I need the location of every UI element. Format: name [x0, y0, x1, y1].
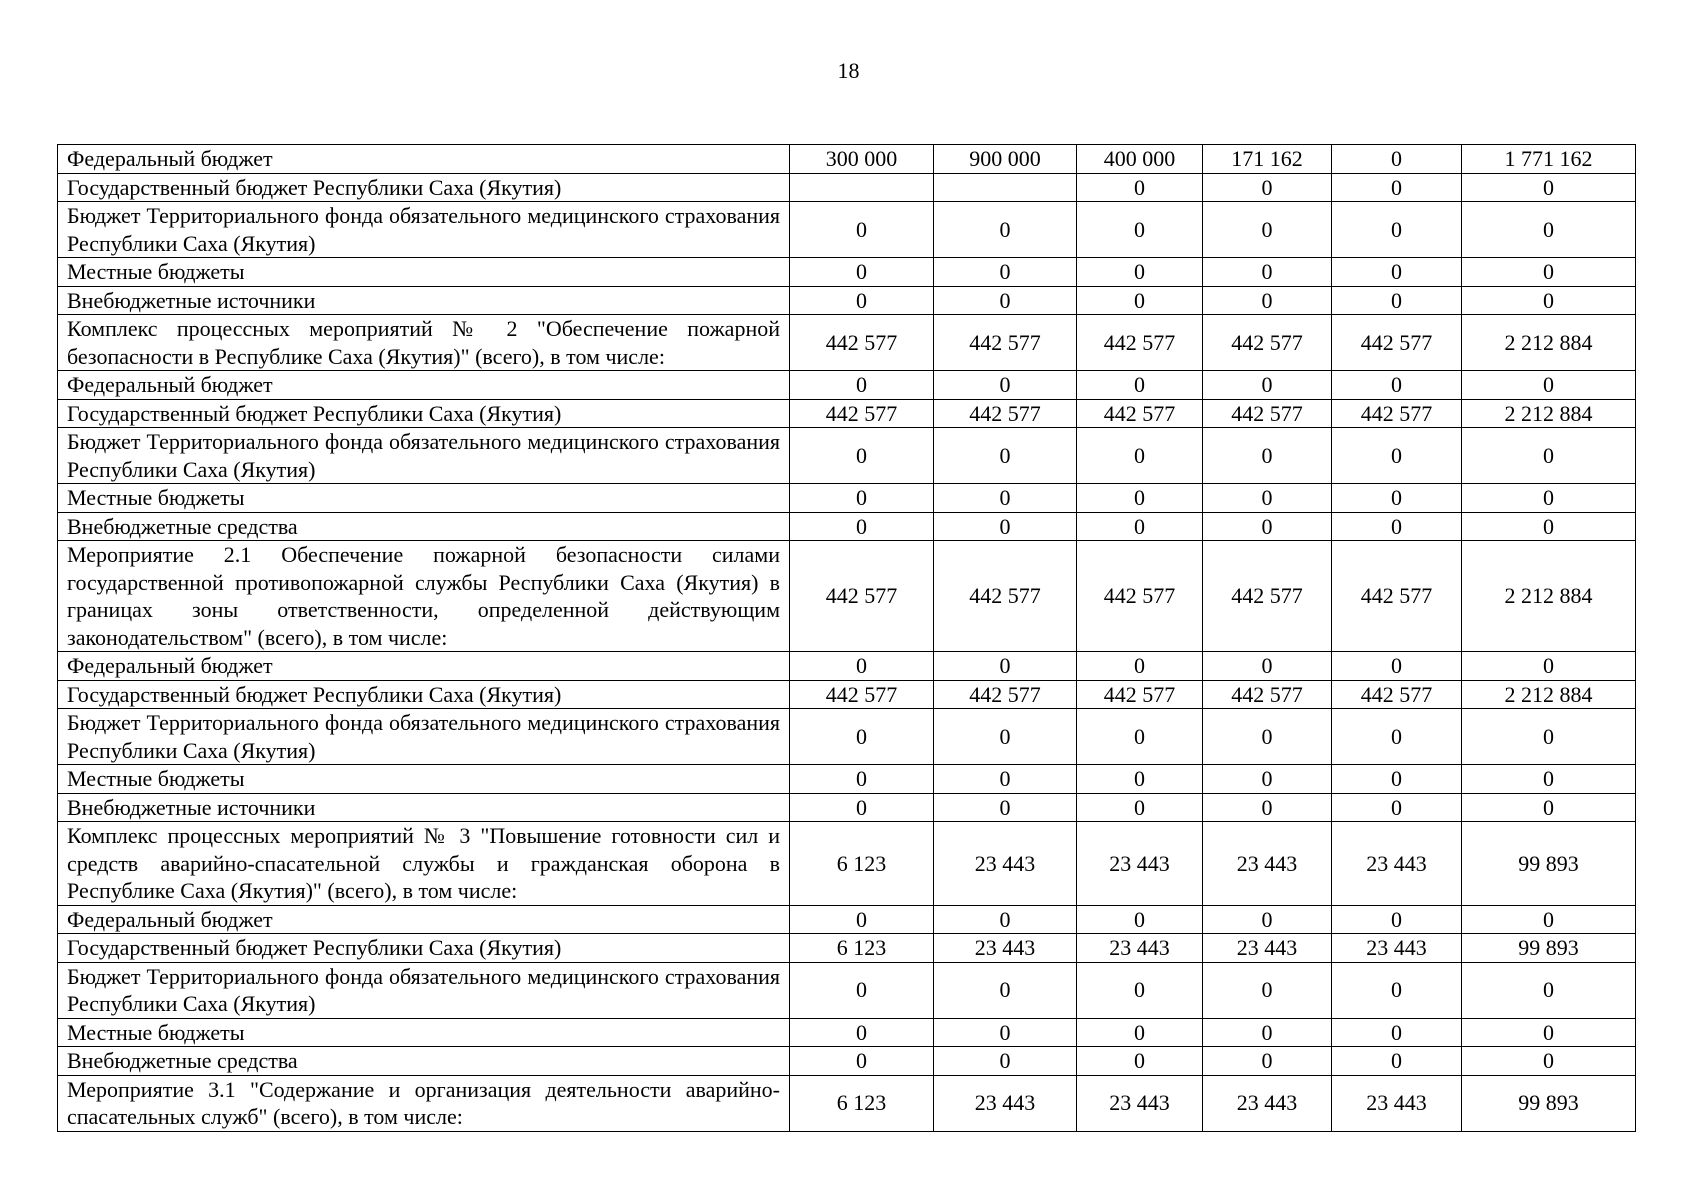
- value-cell: 0: [1077, 652, 1203, 681]
- table-row: [58, 1018, 1636, 1047]
- value-cell: 0: [1077, 286, 1203, 315]
- value-cell: 442 577: [1077, 399, 1203, 428]
- value-cell: 442 577: [1203, 315, 1332, 371]
- table-row: [58, 905, 1636, 934]
- value-cell: 0: [1332, 258, 1462, 287]
- value-cell: 0: [1332, 428, 1462, 484]
- row-label: Государственный бюджет Республики Саха (Якутия): [58, 399, 790, 428]
- value-cell: 442 577: [1203, 541, 1332, 652]
- value-cell: 0: [1203, 793, 1332, 822]
- value-cell: 0: [790, 286, 934, 315]
- value-cell: [934, 173, 1077, 202]
- row-label: Бюджет Территориального фонда обязательного медицинского страхования Республики Саха (Якутия): [58, 202, 790, 258]
- value-cell: 0: [1332, 709, 1462, 765]
- table-row: [58, 145, 1636, 174]
- value-cell: 0: [1462, 1018, 1636, 1047]
- value-cell: 99 893: [1462, 934, 1636, 963]
- value-cell: 0: [1462, 765, 1636, 794]
- value-cell: 442 577: [934, 541, 1077, 652]
- row-label: Федеральный бюджет: [58, 652, 790, 681]
- value-cell: 442 577: [790, 541, 934, 652]
- value-cell: 0: [934, 962, 1077, 1018]
- table-row: [58, 399, 1636, 428]
- table-row: [58, 371, 1636, 400]
- value-cell: 0: [934, 484, 1077, 513]
- value-cell: 442 577: [1332, 315, 1462, 371]
- table-row: [58, 202, 1636, 258]
- value-cell: 0: [1203, 258, 1332, 287]
- row-label: Федеральный бюджет: [58, 371, 790, 400]
- row-label: Комплекс процессных мероприятий № 2 "Обеспечение пожарной безопасности в Республике Саха (Якутия)" (всего), в том числе:: [58, 315, 790, 371]
- value-cell: 442 577: [1077, 680, 1203, 709]
- value-cell: 442 577: [1203, 680, 1332, 709]
- row-label: Внебюджетные средства: [58, 512, 790, 541]
- value-cell: 99 893: [1462, 822, 1636, 906]
- table-row: [58, 962, 1636, 1018]
- budget-table-body: [58, 145, 1636, 1132]
- value-cell: 0: [790, 371, 934, 400]
- value-cell: 0: [1077, 371, 1203, 400]
- value-cell: 0: [790, 962, 934, 1018]
- value-cell: 0: [1077, 484, 1203, 513]
- row-label: Внебюджетные средства: [58, 1047, 790, 1076]
- row-label: Государственный бюджет Республики Саха (Якутия): [58, 173, 790, 202]
- value-cell: 0: [1203, 286, 1332, 315]
- value-cell: 0: [1077, 258, 1203, 287]
- value-cell: 442 577: [1332, 399, 1462, 428]
- row-label: Внебюджетные источники: [58, 286, 790, 315]
- value-cell: 0: [1203, 709, 1332, 765]
- value-cell: 0: [1462, 371, 1636, 400]
- row-label: Мероприятие 3.1 "Содержание и организация деятельности аварийно-спасательных служб" (всего), в том числе:: [58, 1075, 790, 1131]
- value-cell: 23 443: [1203, 934, 1332, 963]
- value-cell: 0: [1203, 765, 1332, 794]
- table-row: [58, 484, 1636, 513]
- value-cell: 23 443: [1332, 1075, 1462, 1131]
- value-cell: 23 443: [1077, 822, 1203, 906]
- value-cell: 0: [1462, 428, 1636, 484]
- value-cell: 0: [1462, 652, 1636, 681]
- value-cell: 0: [934, 1018, 1077, 1047]
- value-cell: 442 577: [1077, 541, 1203, 652]
- value-cell: 0: [1332, 1047, 1462, 1076]
- value-cell: [790, 173, 934, 202]
- value-cell: 23 443: [934, 934, 1077, 963]
- value-cell: 99 893: [1462, 1075, 1636, 1131]
- table-row: [58, 315, 1636, 371]
- row-label: Местные бюджеты: [58, 484, 790, 513]
- value-cell: 6 123: [790, 822, 934, 906]
- value-cell: 2 212 884: [1462, 680, 1636, 709]
- value-cell: 0: [934, 1047, 1077, 1076]
- value-cell: 0: [1462, 286, 1636, 315]
- value-cell: 0: [790, 652, 934, 681]
- value-cell: 0: [790, 1047, 934, 1076]
- table-row: [58, 258, 1636, 287]
- value-cell: 0: [1332, 371, 1462, 400]
- value-cell: 442 577: [934, 680, 1077, 709]
- value-cell: 0: [934, 428, 1077, 484]
- value-cell: 0: [790, 793, 934, 822]
- budget-table: [57, 144, 1636, 1132]
- table-row: [58, 173, 1636, 202]
- value-cell: 0: [1462, 962, 1636, 1018]
- value-cell: 0: [1077, 428, 1203, 484]
- row-label: Местные бюджеты: [58, 258, 790, 287]
- row-label: Бюджет Территориального фонда обязательного медицинского страхования Республики Саха (Якутия): [58, 962, 790, 1018]
- value-cell: 0: [1077, 709, 1203, 765]
- row-label: Государственный бюджет Республики Саха (Якутия): [58, 680, 790, 709]
- value-cell: 0: [1077, 765, 1203, 794]
- value-cell: 0: [1203, 371, 1332, 400]
- row-label: Федеральный бюджет: [58, 905, 790, 934]
- value-cell: 0: [1332, 512, 1462, 541]
- value-cell: 0: [1462, 173, 1636, 202]
- value-cell: 0: [1462, 484, 1636, 513]
- value-cell: 300 000: [790, 145, 934, 174]
- value-cell: 0: [790, 428, 934, 484]
- value-cell: 0: [1203, 428, 1332, 484]
- value-cell: 0: [790, 202, 934, 258]
- value-cell: 0: [790, 765, 934, 794]
- value-cell: 0: [1462, 258, 1636, 287]
- value-cell: 0: [934, 258, 1077, 287]
- row-label: Бюджет Территориального фонда обязательного медицинского страхования Республики Саха (Якутия): [58, 709, 790, 765]
- value-cell: 0: [1203, 202, 1332, 258]
- value-cell: 442 577: [790, 315, 934, 371]
- value-cell: 0: [1203, 173, 1332, 202]
- value-cell: 0: [790, 1018, 934, 1047]
- value-cell: 0: [790, 258, 934, 287]
- value-cell: 0: [1203, 1047, 1332, 1076]
- row-label: Государственный бюджет Республики Саха (Якутия): [58, 934, 790, 963]
- row-label: Федеральный бюджет: [58, 145, 790, 174]
- value-cell: 6 123: [790, 1075, 934, 1131]
- value-cell: 0: [1077, 905, 1203, 934]
- value-cell: 0: [1203, 905, 1332, 934]
- value-cell: 0: [790, 905, 934, 934]
- page-number: 18: [837, 58, 860, 83]
- value-cell: 23 443: [1077, 934, 1203, 963]
- value-cell: 0: [1332, 202, 1462, 258]
- table-row: [58, 934, 1636, 963]
- table-row: [58, 541, 1636, 652]
- value-cell: 0: [1077, 962, 1203, 1018]
- table-row: [58, 765, 1636, 794]
- value-cell: 0: [934, 793, 1077, 822]
- row-label: Внебюджетные источники: [58, 793, 790, 822]
- row-label: Бюджет Территориального фонда обязательного медицинского страхования Республики Саха (Якутия): [58, 428, 790, 484]
- value-cell: 0: [1332, 173, 1462, 202]
- value-cell: 0: [1203, 512, 1332, 541]
- value-cell: 0: [790, 512, 934, 541]
- table-row: [58, 286, 1636, 315]
- value-cell: 23 443: [1077, 1075, 1203, 1131]
- value-cell: 0: [1077, 202, 1203, 258]
- table-row: [58, 822, 1636, 906]
- value-cell: 23 443: [934, 822, 1077, 906]
- value-cell: 1 771 162: [1462, 145, 1636, 174]
- value-cell: 0: [1462, 202, 1636, 258]
- value-cell: 442 577: [1203, 399, 1332, 428]
- value-cell: 0: [934, 765, 1077, 794]
- value-cell: 0: [1462, 905, 1636, 934]
- table-row: [58, 512, 1636, 541]
- value-cell: 0: [934, 371, 1077, 400]
- value-cell: 2 212 884: [1462, 315, 1636, 371]
- value-cell: 0: [1332, 765, 1462, 794]
- value-cell: 442 577: [934, 399, 1077, 428]
- value-cell: 442 577: [1077, 315, 1203, 371]
- value-cell: 6 123: [790, 934, 934, 963]
- row-label: Местные бюджеты: [58, 1018, 790, 1047]
- table-row: [58, 652, 1636, 681]
- value-cell: 0: [1077, 1047, 1203, 1076]
- value-cell: 23 443: [1332, 822, 1462, 906]
- value-cell: 0: [1077, 173, 1203, 202]
- value-cell: 0: [934, 709, 1077, 765]
- value-cell: 0: [790, 484, 934, 513]
- value-cell: 2 212 884: [1462, 541, 1636, 652]
- value-cell: 0: [1462, 793, 1636, 822]
- table-row: [58, 1075, 1636, 1131]
- value-cell: 0: [1332, 905, 1462, 934]
- value-cell: 0: [1332, 1018, 1462, 1047]
- value-cell: 442 577: [934, 315, 1077, 371]
- value-cell: 0: [1332, 145, 1462, 174]
- value-cell: 0: [1332, 793, 1462, 822]
- value-cell: 0: [934, 286, 1077, 315]
- value-cell: 0: [1462, 709, 1636, 765]
- value-cell: 0: [790, 709, 934, 765]
- table-row: [58, 428, 1636, 484]
- value-cell: 442 577: [790, 680, 934, 709]
- value-cell: 0: [1462, 512, 1636, 541]
- value-cell: 23 443: [1203, 822, 1332, 906]
- value-cell: 0: [1077, 793, 1203, 822]
- table-row: [58, 709, 1636, 765]
- value-cell: 0: [934, 202, 1077, 258]
- table-row: [58, 680, 1636, 709]
- table-row: [58, 793, 1636, 822]
- value-cell: 0: [1203, 962, 1332, 1018]
- value-cell: 400 000: [1077, 145, 1203, 174]
- value-cell: 23 443: [934, 1075, 1077, 1131]
- value-cell: 442 577: [790, 399, 934, 428]
- value-cell: 0: [934, 905, 1077, 934]
- value-cell: 0: [1332, 652, 1462, 681]
- table-row: [58, 1047, 1636, 1076]
- value-cell: 0: [1332, 484, 1462, 513]
- value-cell: 0: [1203, 1018, 1332, 1047]
- value-cell: 0: [1332, 286, 1462, 315]
- value-cell: 171 162: [1203, 145, 1332, 174]
- value-cell: 0: [1332, 962, 1462, 1018]
- value-cell: 0: [934, 512, 1077, 541]
- value-cell: 0: [1462, 1047, 1636, 1076]
- row-label: Мероприятие 2.1 Обеспечение пожарной безопасности силами государственной противопожарной службы Республики Саха (Якутия) в границах зоны ответственности, определенной действующим законодательством" (всего), в том числе:: [58, 541, 790, 652]
- value-cell: 442 577: [1332, 541, 1462, 652]
- value-cell: 900 000: [934, 145, 1077, 174]
- value-cell: 0: [934, 652, 1077, 681]
- value-cell: 2 212 884: [1462, 399, 1636, 428]
- value-cell: 0: [1077, 512, 1203, 541]
- row-label: Комплекс процессных мероприятий № 3 "Повышение готовности сил и средств аварийно-спасательной службы и гражданская оборона в Республике Саха (Якутия)" (всего), в том числе:: [58, 822, 790, 906]
- value-cell: 23 443: [1332, 934, 1462, 963]
- row-label: Местные бюджеты: [58, 765, 790, 794]
- value-cell: 0: [1077, 1018, 1203, 1047]
- value-cell: 442 577: [1332, 680, 1462, 709]
- value-cell: 23 443: [1203, 1075, 1332, 1131]
- value-cell: 0: [1203, 484, 1332, 513]
- value-cell: 0: [1203, 652, 1332, 681]
